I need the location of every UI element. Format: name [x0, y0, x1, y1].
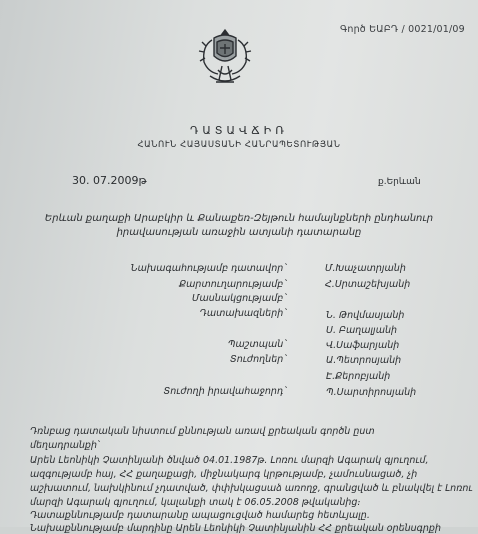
- composition-role: Տուժողներ`: [230, 354, 288, 365]
- composition-name: Մ.Խաչատրյանի: [325, 263, 406, 274]
- composition-role: Դատախազների`: [199, 308, 288, 319]
- court-name-line-1: Երևան քաղաքի Արաբկիր և Քանաքեռ-Զեյթուն համայնքների ընդհանուր: [44, 213, 434, 224]
- composition-name: Հ.Սրտաշեխյանի: [325, 279, 411, 290]
- coat-of-arms-icon: [196, 26, 254, 90]
- body-line: աշխատում, նախկինում չդատված, փփխկացսաձ առողջ, գրանցված և բնակվել է Լոռու: [30, 483, 473, 494]
- body-line: մարզի Ագարակ գյուղում, կալանքի տակ է 06.05.2008 թվականից։: [30, 497, 361, 508]
- verdict-city: ք.Երևան: [378, 177, 421, 187]
- composition-role: Պաշտպան`: [227, 339, 288, 350]
- document-subtitle: ՀԱՆՈՒՆ ՀԱՅԱՍՏԱՆԻ ՀԱՆՐԱՊԵՏՈՒԹՅԱՆ: [137, 140, 341, 150]
- composition-name: Վ.Սաֆարյանի: [326, 340, 400, 351]
- composition-role: Քարտուղարությամբ`: [178, 279, 288, 290]
- document-title: ԴԱՏԱՎՃԻՌ: [190, 124, 288, 137]
- verdict-date: 30. 07.2009թ: [72, 174, 147, 187]
- body-line: Արեն Լեոնիկի Չատինյանի ծնված 04.01.1987թ. Լոռու մարզի Ագարակ գյուղում,: [30, 455, 429, 466]
- composition-name: Պ.Սարտիրոսյանի: [326, 387, 417, 398]
- body-line: Դռնբաց դատական նիստում քննության առավ քրեական գործն ըստ: [30, 426, 375, 437]
- composition-name: Ս. Բաղալյանի: [326, 325, 397, 336]
- composition-name: Է.Քերոբյանի: [326, 371, 391, 382]
- composition-role: Մասնակցությամբ`: [192, 293, 288, 304]
- body-line: Նախաքննությամբ մարդինը Արեն Լեոնիկի Չատինյանին ՀՀ քրեական օրենսգրքի: [30, 523, 442, 534]
- case-number: Գործ ԵԱԲԴ / 0021/01/09: [340, 24, 465, 35]
- body-line: մեղադրանքի՝: [30, 440, 100, 451]
- composition-name: Ն. Թովմասյանի: [326, 310, 405, 321]
- court-name-line-2: իրավասության առաջին ատյանի դատարանը: [116, 227, 362, 238]
- composition-role: Տուժողի իրավահաջորդ`: [163, 386, 288, 397]
- body-line: ազգությամբ հայ, ՀՀ քաղաքացի, միջնակարգ կրթությամբ, չամուսնացած, չի: [30, 469, 418, 480]
- composition-role: Նախագահությամբ դատավոր`: [130, 263, 288, 274]
- body-line: Դատաքննությամբ դատարանը ապացուցված համարեց հետևյալը.: [30, 510, 370, 521]
- composition-name: Ա.Պետրոսյանի: [326, 355, 402, 366]
